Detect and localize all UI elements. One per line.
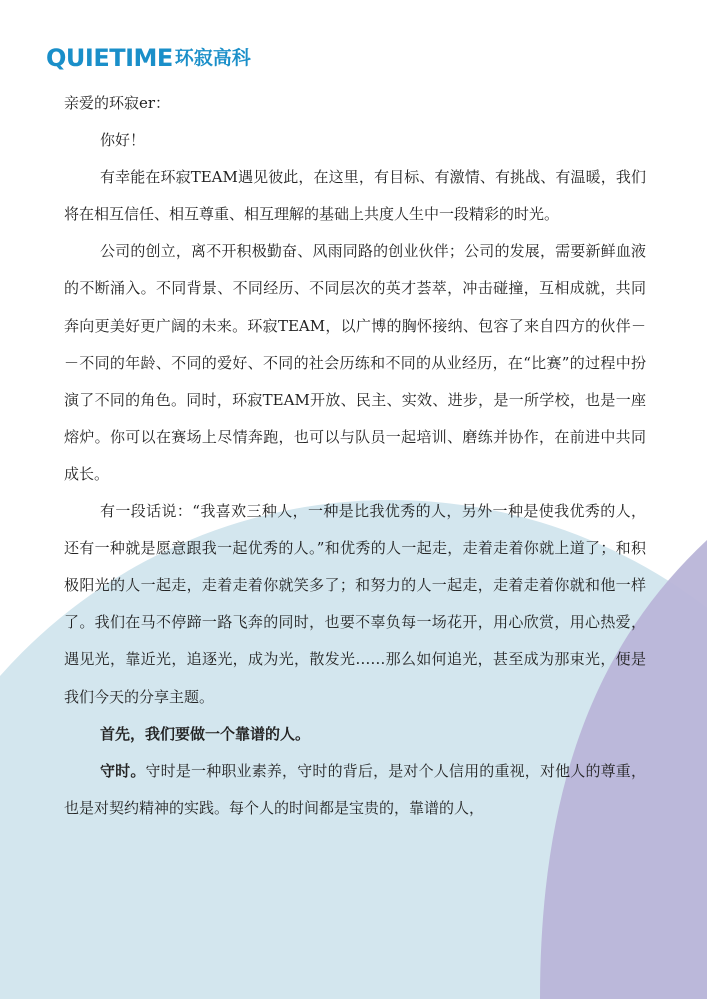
paragraph-4	[64, 753, 646, 827]
paragraph-3: 有一段话说：“我喜欢三种人，一种是比我优秀的人，另外一种是使我优秀的人，还有一种就是愿意跟我一起优秀的人。”和优秀的人一起走，走着走着你就上道了；和积极阳光的人一起走，走着走着你就笑多了；和努力的人一起走，走着走着你就和他一样了。我们在马不停蹄一路飞奔的同时，也要不辜负每一场花开，用心欣赏，用心热爱，遇见光，靠近光，追逐光，成为光，散发光……那么如何追光，甚至成为那束光，便是我们今天的分享主题。	[64, 502, 646, 706]
salutation: 亲爱的环寂er：	[64, 94, 171, 112]
letter-body	[64, 85, 646, 827]
paragraph-4-text: 守时是一种职业素养，守时的背后，是对个人信用的重视，对他人的尊重，也是对契约精神的实践。每个人的时间都是宝贵的，靠谱的人，	[64, 761, 646, 817]
section-heading: 首先，我们要做一个靠谱的人。	[100, 724, 311, 743]
paragraph-4-lead: 守时。	[100, 761, 146, 780]
company-logo	[46, 44, 251, 72]
paragraph-1: 有幸能在环寂TEAM遇见彼此，在这里，有目标、有激情、有挑战、有温暖，我们将在相互信任、相互尊重、相互理解的基础上共度人生中一段精彩的时光。	[64, 168, 646, 224]
greeting: 你好！	[100, 131, 146, 150]
paragraph-2: 公司的创立，离不开积极勤奋、风雨同路的创业伙伴；公司的发展，需要新鲜血液的不断涌入。不同背景、不同经历、不同层次的英才荟萃，冲击碰撞，互相成就，共同奔向更美好更广阔的未来。环寂TEAM，以广博的胸怀接纳、包容了来自四方的伙伴－－不同的年龄、不同的爱好、不同的社会历练和不同的从业经历，在“比赛”的过程中扮演了不同的角色。同时，环寂TEAM开放、民主、实效、进步，是一所学校，也是一座熔炉。你可以在赛场上尽情奔跑，也可以与队员一起培训、磨练并协作，在前进中共同成长。	[64, 242, 646, 483]
logo-chinese: 环寂高科	[174, 47, 251, 69]
logo-english: QUIETIME	[46, 44, 173, 72]
